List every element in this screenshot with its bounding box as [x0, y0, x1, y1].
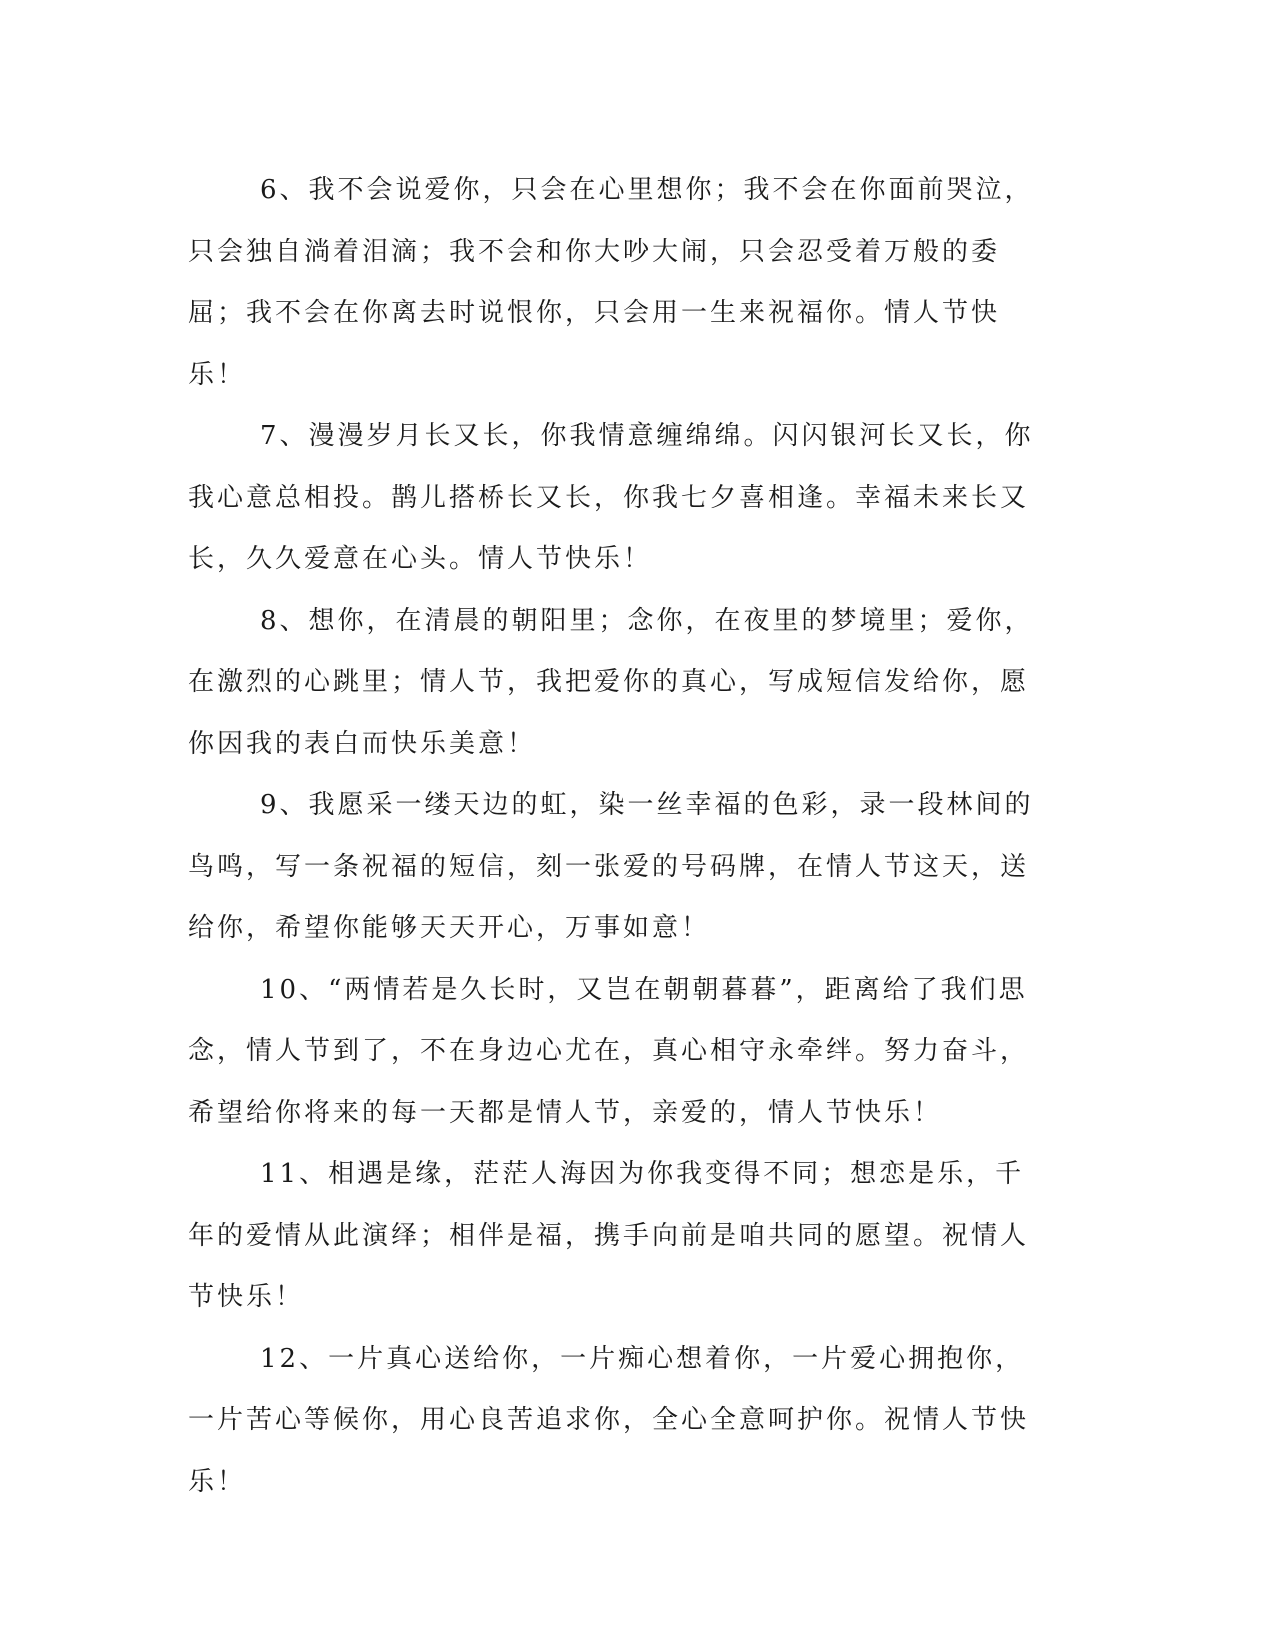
paragraph-8: 8、想你，在清晨的朝阳里；念你，在夜里的梦境里；爱你，在激烈的心跳里；情人节，我把爱你的真心，写成短信发给你，愿你因我的表白而快乐美意！: [188, 605, 1034, 759]
paragraph-10: 10、“两情若是久长时，又岂在朝朝暮暮”，距离给了我们思念，情人节到了，不在身边心尤在，真心相守永牵绊。努力奋斗，希望给你将来的每一天都是情人节，亲爱的，情人节快乐！: [188, 974, 1030, 1128]
paragraph-6: 6、我不会说爱你，只会在心里想你；我不会在你面前哭泣，只会独自淌着泪滴；我不会和你大吵大闹，只会忍受着万般的委屈；我不会在你离去时说恨你，只会用一生来祝福你。情人节快乐！: [188, 175, 1034, 390]
paragraph-7: 7、漫漫岁月长又长，你我情意缠绵绵。闪闪银河长又长，你我心意总相投。鹊儿搭桥长又长，你我七夕喜相逢。幸福未来长又长，久久爱意在心头。情人节快乐！: [188, 421, 1034, 574]
paragraph-12: 12、一片真心送给你，一片痴心想着你，一片爱心拥抱你，一片苦心等候你，用心良苦追求你，全心全意呵护你。祝情人节快乐！: [188, 1343, 1030, 1497]
document-body: [188, 160, 1048, 1513]
paragraph-9: 9、我愿采一缕天边的虹，染一丝幸福的色彩，录一段林间的鸟鸣，写一条祝福的短信，刻一张爱的号码牌，在情人节这天，送给你，希望你能够天天开心，万事如意！: [188, 790, 1034, 943]
paragraph-11: 11、相遇是缘，茫茫人海因为你我变得不同；想恋是乐，千年的爱情从此演绎；相伴是福，携手向前是咱共同的愿望。祝情人节快乐！: [188, 1159, 1030, 1312]
